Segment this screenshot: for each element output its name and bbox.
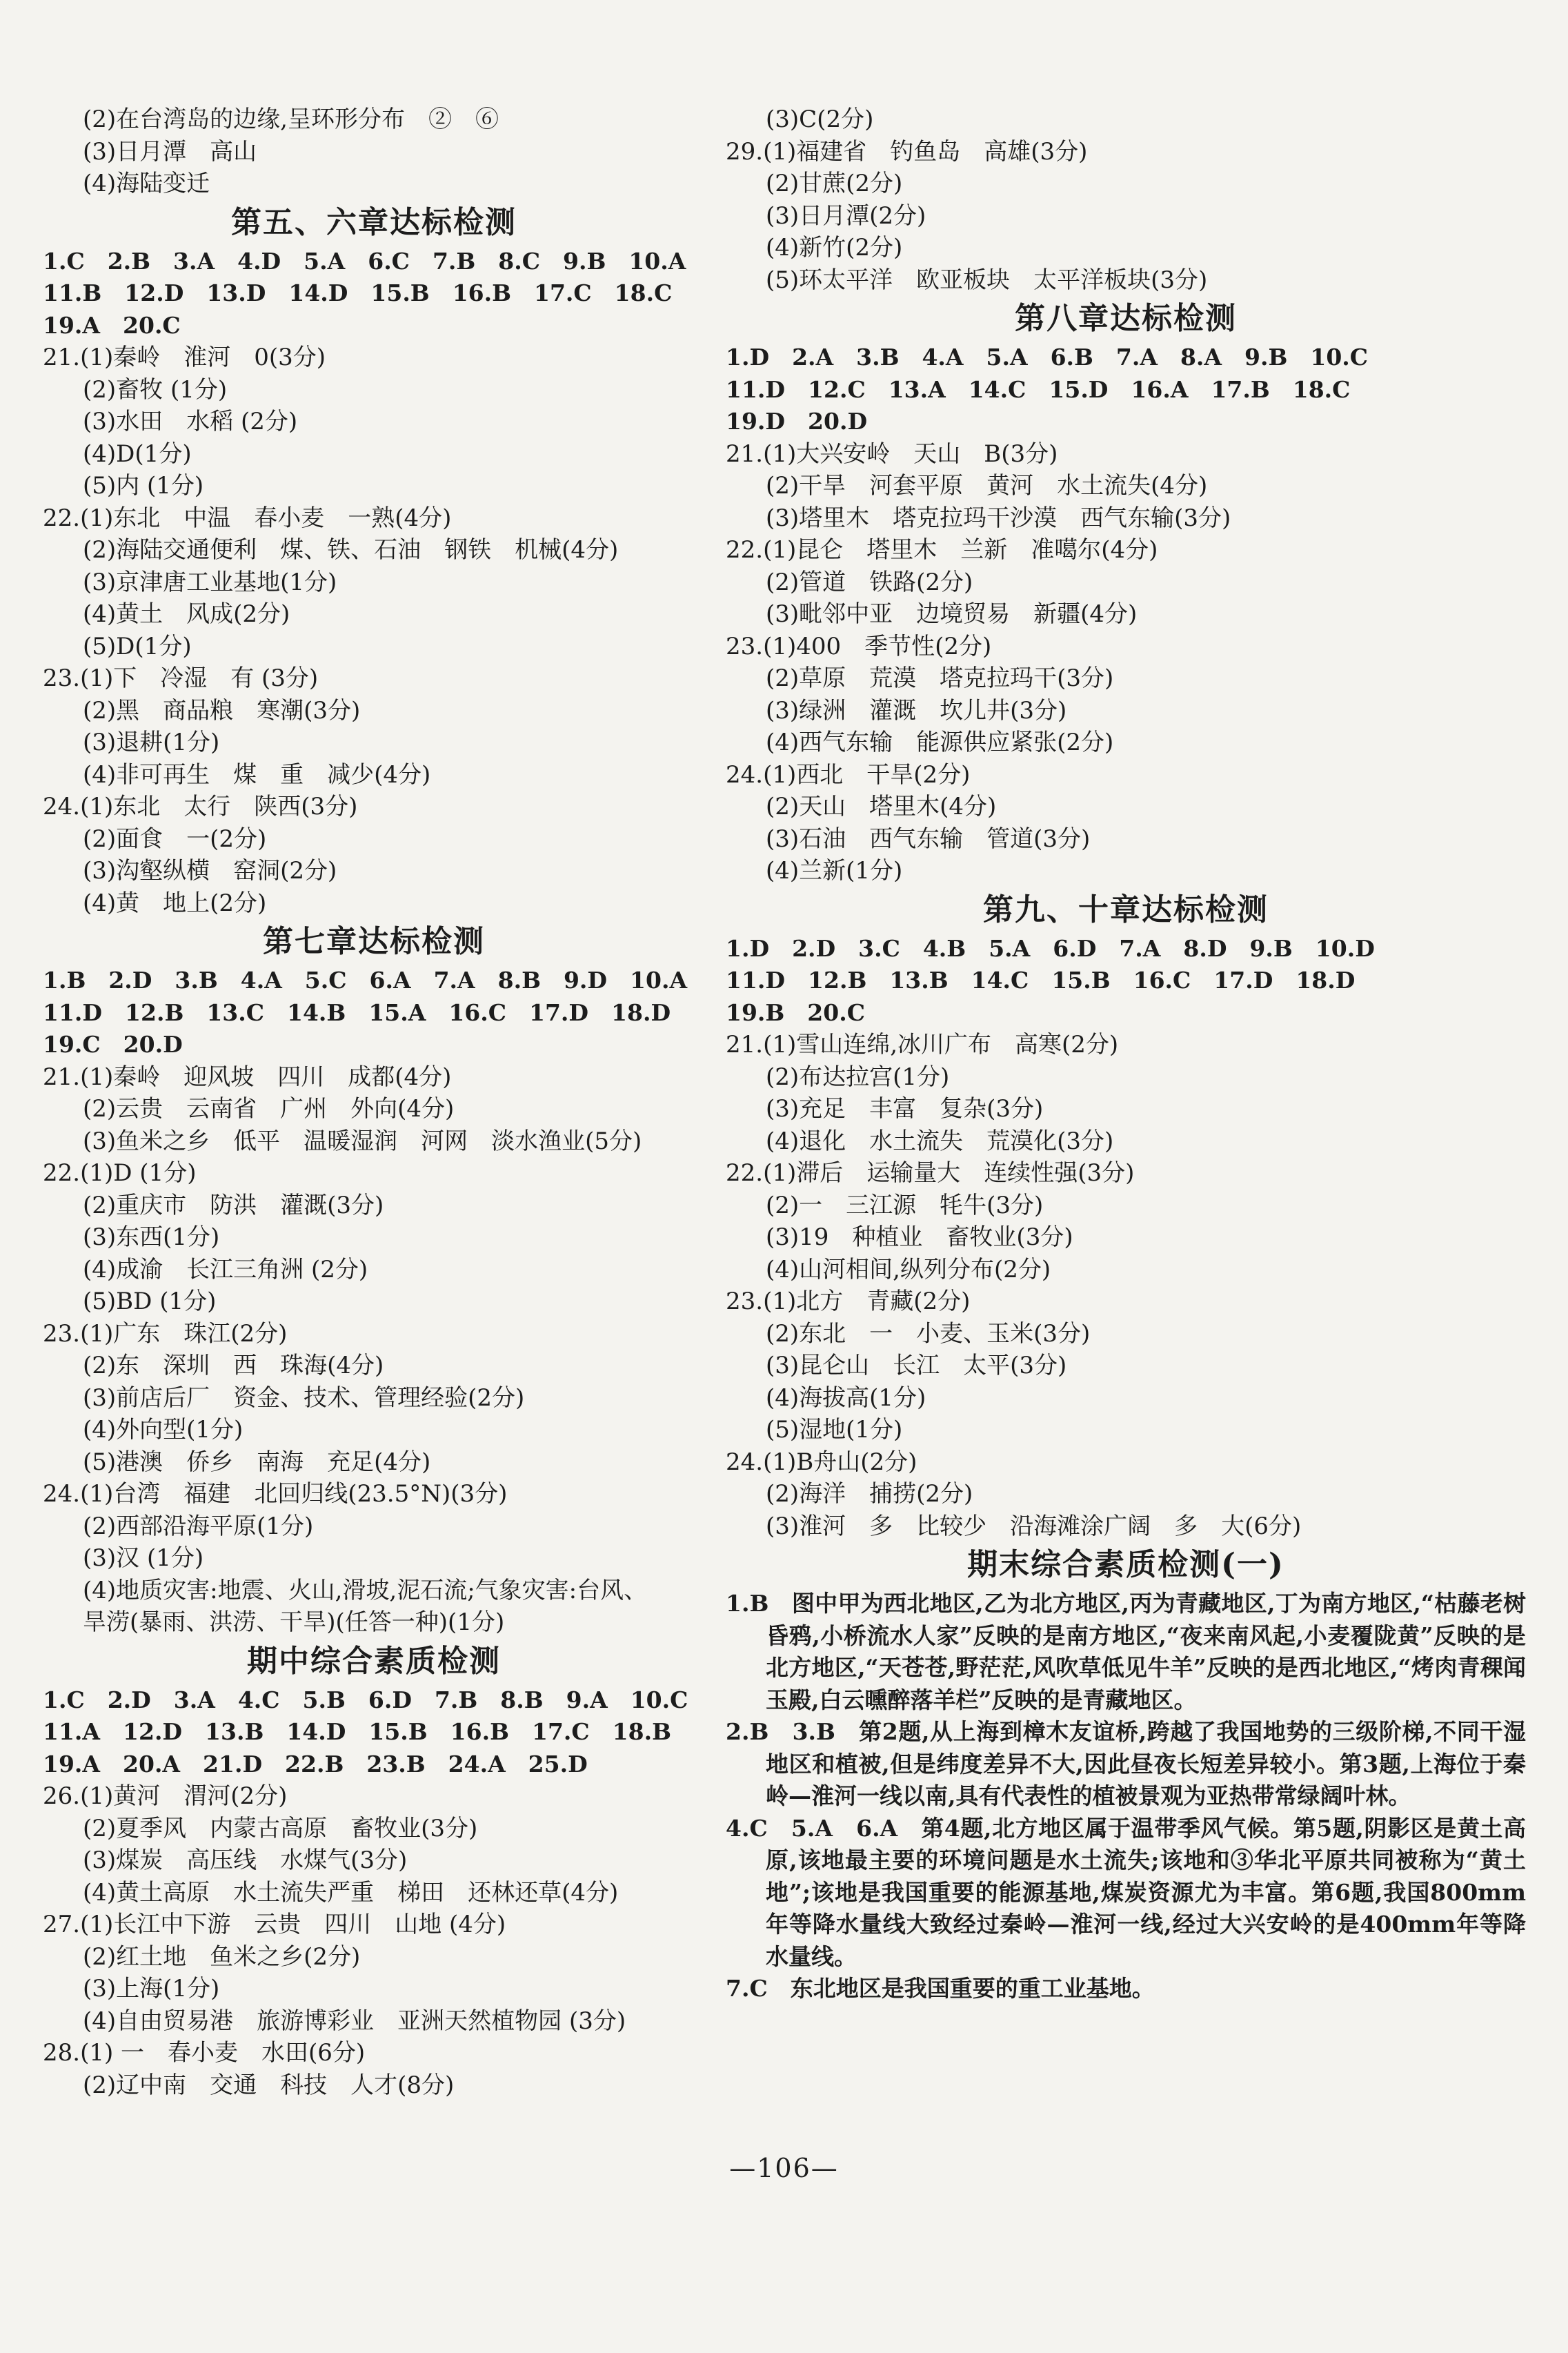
sub-answer: (4)自由贸易港 旅游博彩业 亚洲天然植物园 (3分) [83, 2007, 626, 2035]
question-answer: 23.(1)400 季节性(2分) [726, 632, 992, 660]
multiple-choice-answers: 19.A 20.C [43, 311, 181, 339]
sub-answer: (2)黑 商品粮 寒潮(3分) [83, 696, 361, 725]
sub-answer: (3)前店后厂 资金、技术、管理经验(2分) [83, 1384, 525, 1412]
section-title: 期末综合素质检测(一) [967, 1547, 1284, 1582]
sub-answer: (3)毗邻中亚 边境贸易 新疆(4分) [766, 600, 1138, 628]
question-answer: 21.(1)雪山连绵,冰川广布 高寒(2分) [726, 1031, 1119, 1059]
sub-answer: (3)汉 (1分) [83, 1544, 204, 1572]
sub-answer: (5)D(1分) [83, 632, 192, 660]
section-title: 期中综合素质检测 [247, 1643, 501, 1679]
page-number: —106— [729, 2153, 839, 2183]
sub-answer: (4)西气东输 能源供应紧张(2分) [766, 729, 1114, 756]
multiple-choice-answers: 11.D 12.B 13.C 14.B 15.A 16.C 17.D 18.D [43, 998, 671, 1026]
section-title: 第八章达标检测 [1015, 301, 1237, 336]
sub-answer: (2)面食 一(2分) [83, 825, 267, 853]
sub-answer: (2)云贵 云南省 广州 外向(4分) [83, 1095, 455, 1123]
explanation-paragraph: 2.B 3.B 第2题,从上海到樟木友谊桥,跨越了我国地势的三级阶梯,不同干湿地区和植被,但是纬度差异不大,因此昼夜长短差异较小。第3题,上海位于秦岭—淮河一线以南,具有代表性的植被景观为亚热带常绿阔叶林。 [726, 1718, 1526, 1809]
sub-answer: (2)海陆交通便利 煤、铁、石油 钢铁 机械(4分) [83, 536, 619, 564]
sub-answer: (3)日月潭(2分) [766, 201, 926, 230]
question-answer: 26.(1)黄河 渭河(2分) [43, 1782, 288, 1810]
sub-answer: (4)新竹(2分) [766, 234, 903, 262]
sub-answer: (3)充足 丰富 复杂(3分) [766, 1095, 1044, 1123]
sub-answer: (2)干旱 河套平原 黄河 水土流失(4分) [766, 472, 1208, 500]
sub-answer: (2)夏季风 内蒙古高原 畜牧业(3分) [83, 1814, 478, 1842]
question-answer: 22.(1)D (1分) [43, 1159, 197, 1187]
sub-answer: (5)BD (1分) [83, 1288, 217, 1315]
sub-answer: (5)港澳 侨乡 南海 充足(4分) [83, 1448, 431, 1476]
multiple-choice-answers: 11.D 12.B 13.B 14.C 15.B 16.C 17.D 18.D [726, 967, 1356, 994]
sub-answer: (5)内 (1分) [83, 472, 204, 500]
sub-answer: (2)在台湾岛的边缘,呈环形分布 ② ⑥ [83, 106, 499, 133]
sub-answer: (3)煤炭 高压线 水煤气(3分) [83, 1847, 408, 1874]
explanation-paragraph: 1.B 图中甲为西北地区,乙为北方地区,丙为青藏地区,丁为南方地区,“枯藤老树昏鸦,小桥流水人家”反映的是南方地区,“夜来南风起,小麦覆陇黄”反映的是北方地区,“天苍苍,野茫茫,风吹草低见牛羊”反映的是西北地区,“烤肉青稞闻玉殿,白云曛醉落羊栏”反映的是青藏地区。 [726, 1590, 1526, 1713]
sub-answer: (4)海拔高(1分) [766, 1384, 926, 1412]
sub-answer: (3)绿洲 灌溉 坎儿井(3分) [766, 696, 1067, 725]
multiple-choice-answers: 11.A 12.D 13.B 14.D 15.B 16.B 17.C 18.B [43, 1718, 671, 1745]
multiple-choice-answers: 1.D 2.A 3.B 4.A 5.A 6.B 7.A 8.A 9.B 10.C [726, 344, 1369, 371]
sub-answer: (5)环太平洋 欧亚板块 太平洋板块(3分) [766, 266, 1208, 294]
sub-answer: (3)上海(1分) [83, 1975, 220, 2002]
multiple-choice-answers: 1.D 2.D 3.C 4.B 5.A 6.D 7.A 8.D 9.B 10.D [726, 934, 1375, 962]
sub-answer: (2)东北 一 小麦、玉米(3分) [766, 1319, 1091, 1348]
sub-answer: (4)外向型(1分) [83, 1416, 244, 1444]
sub-answer: (2)草原 荒漠 塔克拉玛干(3分) [766, 664, 1114, 692]
question-answer: 21.(1)大兴安岭 天山 B(3分) [726, 440, 1058, 468]
sub-answer: (2)西部沿海平原(1分) [83, 1512, 314, 1540]
sub-answer: (3)沟壑纵横 窑洞(2分) [83, 857, 337, 885]
sub-answer: (3)鱼米之乡 低平 温暖湿润 河网 淡水渔业(5分) [83, 1127, 642, 1155]
multiple-choice-answers: 19.C 20.D [43, 1031, 183, 1058]
sub-answer: (2)畜牧 (1分) [83, 375, 228, 404]
sub-answer: (4)海陆变迁 [83, 170, 210, 197]
explanation-paragraph: 4.C 5.A 6.A 第4题,北方地区属于温带季风气候。第5题,阴影区是黄土高原,该地最主要的环境问题是水土流失;该地和③华北平原共同被称为“黄土地”;该地是我国重要的能源基地,煤炭资源尤为丰富。第6题,我国800mm年等降水量线大致经过秦岭—淮河一线,经过大兴安岭的是400mm年等降水量线。 [726, 1814, 1526, 1970]
question-answer: 24.(1)B舟山(2分) [726, 1448, 917, 1476]
sub-answer: (4)黄 地上(2分) [83, 889, 267, 917]
sub-answer: (2)海洋 捕捞(2分) [766, 1480, 973, 1508]
sub-answer: (3)塔里木 塔克拉玛干沙漠 西气东输(3分) [766, 504, 1231, 532]
sub-answer: (4)山河相间,纵列分布(2分) [766, 1255, 1051, 1283]
sub-answer: (2)红土地 鱼米之乡(2分) [83, 1942, 361, 1971]
sub-answer: (4)D(1分) [83, 440, 192, 468]
multiple-choice-answers: 19.A 20.A 21.D 22.B 23.B 24.A 25.D [43, 1750, 588, 1778]
question-answer: 21.(1)秦岭 淮河 0(3分) [43, 344, 326, 371]
sub-answer: (3)东西(1分) [83, 1223, 220, 1251]
sub-answer: (4)黄土高原 水土流失严重 梯田 还林还草(4分) [83, 1878, 619, 1907]
section-title: 第九、十章达标检测 [983, 892, 1269, 927]
question-answer: 24.(1)东北 太行 陕西(3分) [43, 793, 358, 820]
sub-answer: (3)19 种植业 畜牧业(3分) [766, 1223, 1073, 1251]
sub-answer: (3)京津唐工业基地(1分) [83, 568, 337, 596]
question-answer: 22.(1)滞后 运输量大 连续性强(3分) [726, 1159, 1135, 1187]
sub-answer: (3)石油 西气东输 管道(3分) [766, 825, 1091, 853]
section-title: 第七章达标检测 [263, 924, 485, 959]
sub-answer: (4)黄土 风成(2分) [83, 600, 290, 628]
sub-answer: (2)管道 铁路(2分) [766, 568, 973, 596]
left-column [43, 104, 705, 2101]
question-answer: 23.(1)下 冷湿 有 (3分) [43, 664, 319, 692]
question-answer: 22.(1)昆仑 塔里木 兰新 准噶尔(4分) [726, 536, 1158, 564]
sub-answer: (4)退化 水土流失 荒漠化(3分) [766, 1127, 1114, 1155]
question-answer: 24.(1)台湾 福建 北回归线(23.5°N)(3分) [43, 1480, 508, 1508]
sub-answer: (2)布达拉宫(1分) [766, 1063, 950, 1091]
sub-answer: (3)水田 水稻 (2分) [83, 408, 298, 435]
question-answer: 23.(1)北方 青藏(2分) [726, 1288, 971, 1315]
sub-answer: (3)C(2分) [766, 106, 874, 133]
question-answer: 24.(1)西北 干旱(2分) [726, 760, 971, 789]
question-answer: 29.(1)福建省 钓鱼岛 高雄(3分) [726, 137, 1088, 166]
question-answer: 23.(1)广东 珠江(2分) [43, 1319, 288, 1348]
sub-answer: (3)日月潭 高山 [83, 137, 257, 166]
multiple-choice-answers: 1.C 2.B 3.A 4.D 5.A 6.C 7.B 8.C 9.B 10.A [43, 247, 686, 275]
sub-answer: (4)成渝 长江三角洲 (2分) [83, 1255, 368, 1283]
sub-answer: (2)甘蔗(2分) [766, 170, 903, 197]
question-answer: 27.(1)长江中下游 云贵 四川 山地 (4分) [43, 1911, 506, 1938]
sub-answer: (5)湿地(1分) [766, 1416, 903, 1444]
sub-answer: (4)非可再生 煤 重 减少(4分) [83, 760, 431, 789]
question-answer: 28.(1) 一 春小麦 水田(6分) [43, 2039, 366, 2067]
sub-answer: 旱涝(暴雨、洪涝、干旱)(任答一种)(1分) [83, 1608, 505, 1636]
multiple-choice-answers: 11.D 12.C 13.A 14.C 15.D 16.A 17.B 18.C [726, 375, 1351, 403]
sub-answer: (3)退耕(1分) [83, 729, 220, 756]
multiple-choice-answers: 1.C 2.D 3.A 4.C 5.B 6.D 7.B 8.B 9.A 10.C [43, 1686, 688, 1713]
sub-answer: (2)东 深圳 西 珠海(4分) [83, 1352, 384, 1379]
multiple-choice-answers: 11.B 12.D 13.D 14.D 15.B 16.B 17.C 18.C [43, 279, 673, 306]
sub-answer: (3)昆仑山 长江 太平(3分) [766, 1352, 1067, 1379]
explanation-paragraph: 7.C 东北地区是我国重要的重工业基地。 [726, 1975, 1155, 2002]
sub-answer: (4)兰新(1分) [766, 857, 903, 885]
sub-answer: (2)天山 塔里木(4分) [766, 793, 997, 820]
sub-answer: (2)一 三江源 牦牛(3分) [766, 1191, 1044, 1219]
right-column [726, 104, 1526, 2005]
multiple-choice-answers: 1.B 2.D 3.B 4.A 5.C 6.A 7.A 8.B 9.D 10.A [43, 967, 688, 994]
multiple-choice-answers: 19.B 20.C [726, 998, 865, 1026]
multiple-choice-answers: 19.D 20.D [726, 408, 868, 435]
question-answer: 21.(1)秦岭 迎风坡 四川 成都(4分) [43, 1063, 452, 1091]
sub-answer: (2)辽中南 交通 科技 人才(8分) [83, 2071, 455, 2099]
sub-answer: (3)淮河 多 比较少 沿海滩涂广阔 多 大(6分) [766, 1512, 1302, 1540]
section-title: 第五、六章达标检测 [231, 204, 517, 240]
question-answer: 22.(1)东北 中温 春小麦 一熟(4分) [43, 504, 452, 532]
sub-answer: (4)地质灾害:地震、火山,滑坡,泥石流;气象灾害:台风、 [83, 1576, 648, 1604]
sub-answer: (2)重庆市 防洪 灌溉(3分) [83, 1191, 384, 1219]
